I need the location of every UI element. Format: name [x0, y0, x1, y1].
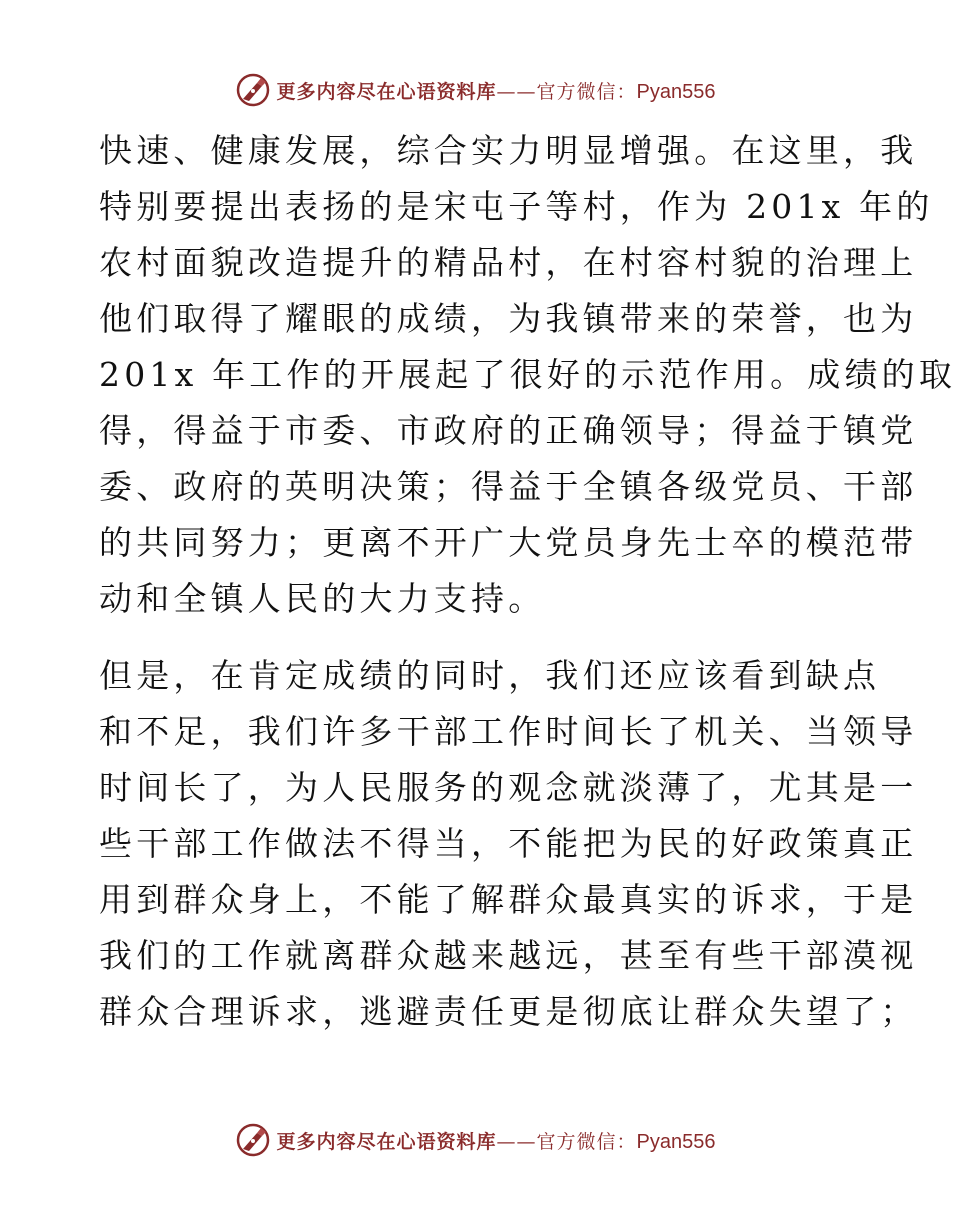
text-line: 他们取得了耀眼的成绩，为我镇带来的荣誉，也为	[99, 299, 918, 338]
text-line: 时间长了，为人民服务的观念就淡薄了，尤其是一	[99, 768, 918, 807]
document-body	[99, 123, 956, 1040]
watermark-text	[277, 1127, 716, 1154]
watermark-text	[277, 77, 716, 104]
text-line: 用到群众身上，不能了解群众最真实的诉求，于是	[99, 880, 918, 919]
text-line: 快速、健康发展，综合实力明显增强。在这里，我	[99, 131, 918, 170]
paragraph-1	[99, 123, 956, 627]
text-line: 的共同努力；更离不开广大党员身先士卒的模范带	[99, 523, 918, 562]
pen-nib-icon	[235, 1122, 271, 1158]
watermark-wechat-label: 官方微信：	[536, 1130, 637, 1153]
pen-nib-icon	[235, 72, 271, 108]
watermark-wechat-id: Pyan556	[636, 1130, 716, 1153]
text-line: 农村面貌改造提升的精品村，在村容村貌的治理上	[99, 243, 918, 282]
text-line: 动和全镇人民的大力支持。	[99, 579, 546, 618]
watermark-separator: ——	[496, 1130, 537, 1153]
footer-watermark	[0, 1120, 950, 1160]
watermark-wechat-label: 官方微信：	[536, 80, 637, 103]
text-line: 特别要提出表扬的是宋屯子等村，作为 201x 年的	[99, 187, 934, 226]
watermark-site: 更多内容尽在心语资料库	[276, 1130, 497, 1153]
text-line: 些干部工作做法不得当，不能把为民的好政策真正	[99, 824, 918, 863]
text-line: 群众合理诉求，逃避责任更是彻底让群众失望了；	[99, 992, 918, 1031]
header-watermark	[0, 70, 950, 110]
paragraph-spacer	[99, 627, 859, 648]
watermark-site: 更多内容尽在心语资料库	[276, 80, 497, 103]
text-line: 我们的工作就离群众越来越远，甚至有些干部漠视	[99, 936, 918, 975]
text-line: 得，得益于市委、市政府的正确领导；得益于镇党	[99, 411, 918, 450]
watermark-separator: ——	[496, 80, 537, 103]
paragraph-2	[99, 648, 918, 1040]
text-line: 委、政府的英明决策；得益于全镇各级党员、干部	[99, 467, 918, 506]
watermark-wechat-id: Pyan556	[636, 80, 716, 103]
text-line: 但是，在肯定成绩的同时，我们还应该看到缺点	[99, 656, 881, 695]
text-line: 和不足，我们许多干部工作时间长了机关、当领导	[99, 712, 918, 751]
text-line: 201x 年工作的开展起了很好的示范作用。成绩的取	[99, 355, 956, 394]
